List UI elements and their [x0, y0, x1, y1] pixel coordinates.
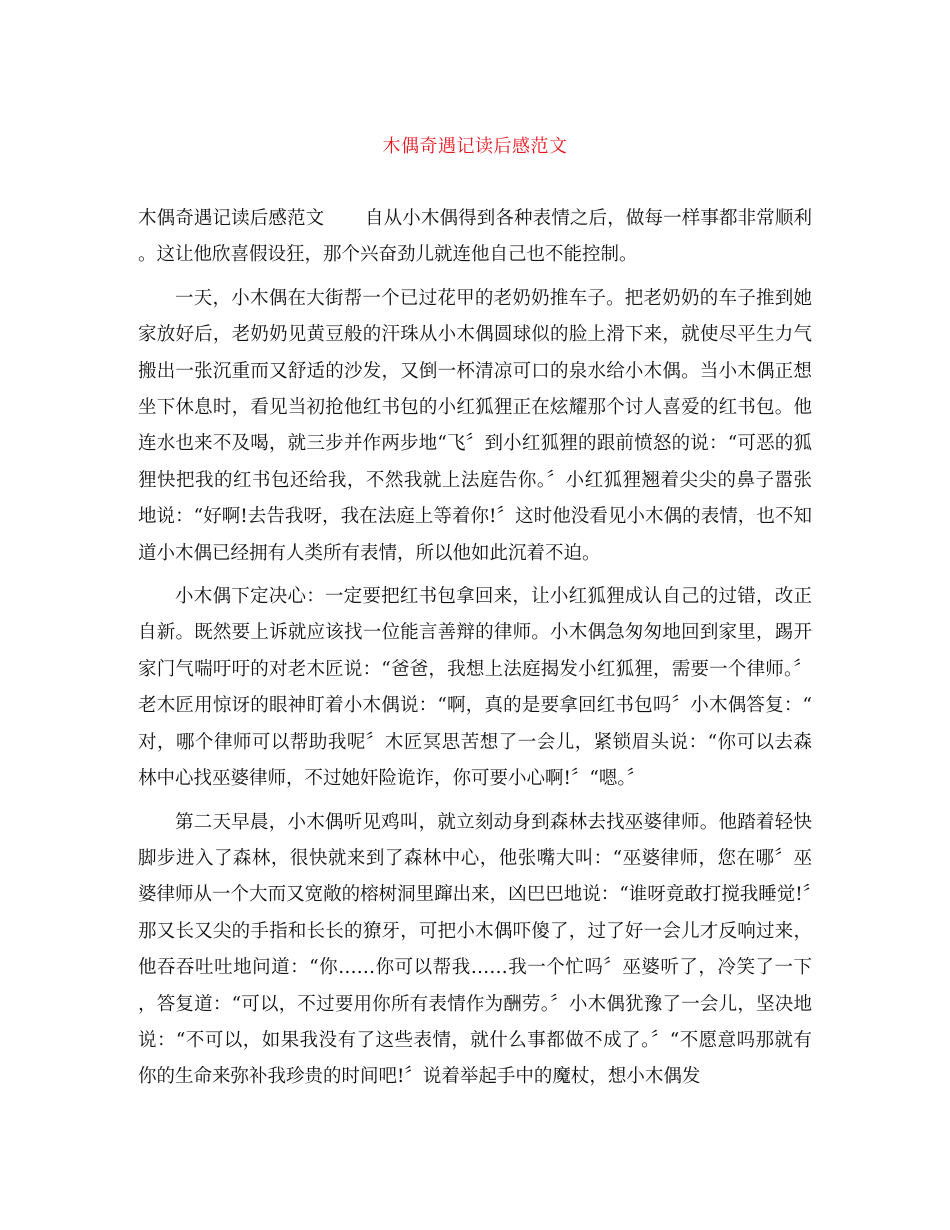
- document-body: [138, 201, 812, 1103]
- paragraph-3: 小木偶下定决心：一定要把红书包拿回来，让小红狐狸成认自己的过错，改正自新。既然要上诉就应该找一位能言善辩的律师。小木偶急匆匆地回到家里，踢开家门气喘吁吁的对老木匠说：“爸爸，我想上法庭揭发小红狐狸，需要一个律师。〞老木匠用惊讶的眼神盯着小木偶说：“啊，真的是要拿回红书包吗〞小木偶答复：“对，哪个律师可以帮助我呢〞木匠冥思苦想了一会儿，紧锁眉头说：“你可以去森林中心找巫婆律师，不过她奸险诡诈，你可要小心啊!〞“嗯。〞: [138, 586, 812, 790]
- paragraph-1-text: 自从小木偶得到各种表情之后，做每一样事都非常顺利。这让他欣喜假设狂，那个兴奋劲儿就连他自己也不能控制。: [138, 208, 812, 266]
- document-title: 木偶奇遇记读后感范文: [382, 136, 568, 157]
- paragraph-4: 第二天早晨，小木偶听见鸡叫，就立刻动身到森林去找巫婆律师。他踏着轻快脚步进入了森林，很快就来到了森林中心，他张嘴大叫：“巫婆律师，您在哪〞巫婆律师从一个大而又宽敞的榕树洞里蹿出来，凶巴巴地说：“谁呀竟敢打搅我睡觉!〞那又长又尖的手指和长长的獠牙，可把小木偶吓傻了，过了好一会儿才反响过来，他吞吞吐吐地问道：“你……你可以帮我……我一个忙吗〞巫婆听了，冷笑了一下，答复道：“可以，不过要用你所有表情作为酬劳。〞小木偶犹豫了一会儿，坚决地说：“不可以，如果我没有了这些表情，就什么事都做不成了。〞“不愿意吗那就有你的生命来弥补我珍贵的时间吧!〞说着举起手中的魔杖，想小木偶发: [138, 811, 812, 1088]
- paragraph-lead-title: 木偶奇遇记读后感范文: [138, 208, 325, 229]
- paragraph-2: 一天，小木偶在大街帮一个已过花甲的老奶奶推车子。把老奶奶的车子推到她家放好后，老奶奶见黄豆般的汗珠从小木偶圆球似的脸上滑下来，就使尽平生力气搬出一张沉重而又舒适的沙发，又倒一杯清凉可口的泉水给小木偶。当小木偶正想坐下休息时，看见当初抢他红书包的小红狐狸正在炫耀那个讨人喜爱的红书包。他连水也来不及喝，就三步并作两步地“飞〞到小红狐狸的跟前愤怒的说：“可恶的狐狸快把我的红书包还给我，不然我就上法庭告你。〞小红狐狸翘着尖尖的鼻子嚣张地说：“好啊!去告我呀，我在法庭上等着你!〞这时他没看见小木偶的表情，也不知道小木偶已经拥有人类所有表情，所以他如此沉着不迫。: [138, 287, 812, 564]
- paragraph-1: [138, 201, 812, 274]
